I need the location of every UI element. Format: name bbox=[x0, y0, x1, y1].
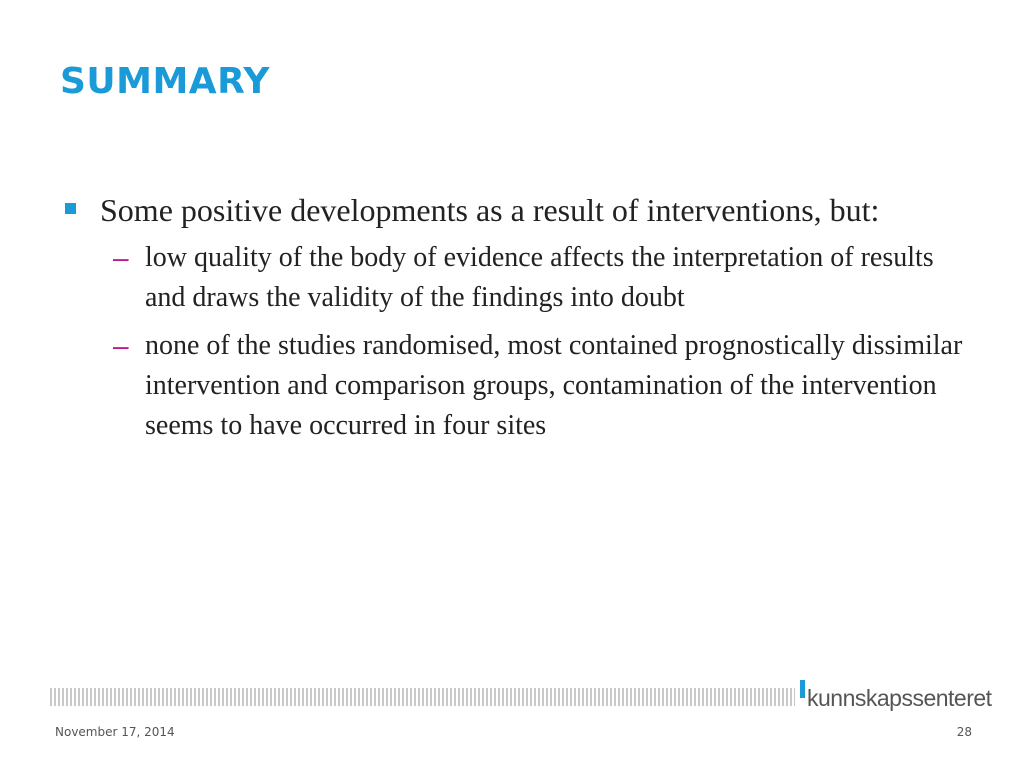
sub-bullet-item bbox=[60, 326, 980, 446]
dash-bullet-icon: – bbox=[113, 330, 129, 361]
sub-bullet-item bbox=[60, 238, 980, 318]
logo-mark-icon bbox=[800, 680, 805, 698]
dash-bullet-icon: – bbox=[113, 242, 129, 273]
kunnskapssenteret-logo bbox=[800, 680, 992, 710]
bullet-text: Some positive developments as a result of interventions, but: bbox=[100, 192, 880, 228]
sub-bullet-text: none of the studies randomised, most contained prognostically dissimilar intervention and comparison groups, contamination of the intervention seems to have occurred in four sites bbox=[145, 330, 963, 441]
slide-body bbox=[60, 190, 980, 446]
square-bullet-icon bbox=[65, 203, 76, 214]
slide-title: SUMMARY bbox=[60, 61, 270, 102]
page-number: 28 bbox=[956, 725, 972, 739]
sub-bullet-text: low quality of the body of evidence affects the interpretation of results and draws the validity of the findings into doubt bbox=[145, 242, 934, 313]
footer-date: November 17, 2014 bbox=[55, 725, 175, 739]
logo-text: kunnskapssenteret bbox=[807, 685, 992, 711]
footer-divider-bar bbox=[50, 688, 795, 706]
bullet-item bbox=[60, 190, 980, 230]
